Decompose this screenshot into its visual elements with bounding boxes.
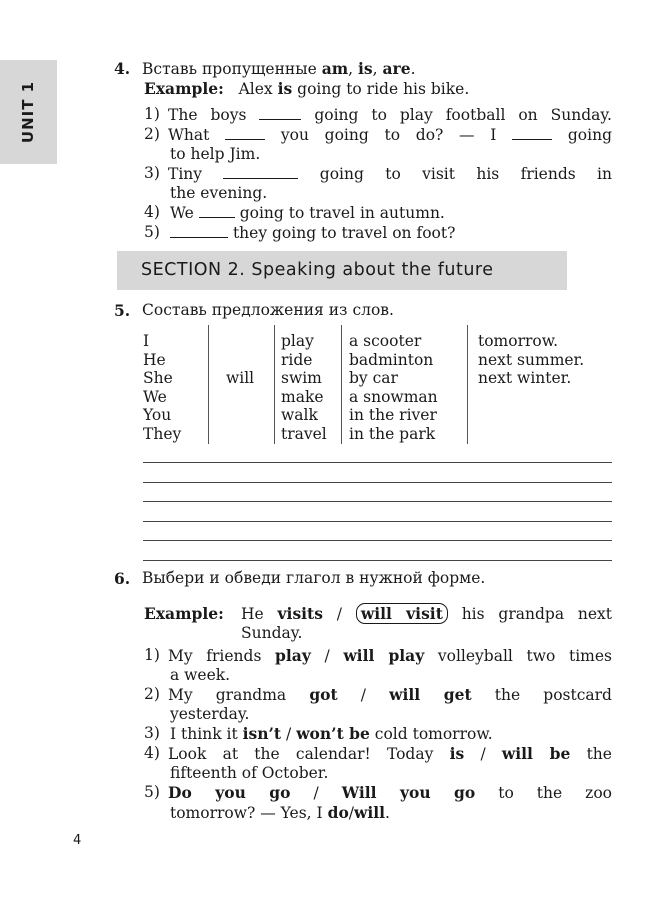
option-b[interactable]: won’t be (296, 724, 370, 743)
list-item: Tiny going to visit his friends in (168, 165, 612, 183)
option-b[interactable]: Will you go (341, 783, 476, 802)
option-b[interactable]: will be (501, 744, 571, 763)
list-item: The boys going to play football on Sunday. (168, 106, 612, 124)
item-label: 1) (144, 646, 160, 664)
unit-label: UNIT 1 (19, 80, 37, 144)
option-a[interactable]: Do you go (168, 783, 291, 802)
table-column-subjects: I He She We You They (143, 332, 182, 443)
option-a[interactable]: is (449, 744, 465, 763)
item-continuation: a week. (170, 666, 231, 684)
item-label: 1) (144, 105, 160, 123)
item-label: 2) (144, 125, 160, 143)
blank-gap[interactable] (170, 223, 228, 238)
item-label: 3) (144, 724, 160, 742)
section-title: SECTION 2. Speaking about the future (141, 260, 494, 280)
example-label: Example: (144, 604, 224, 623)
item-label: 5) (144, 223, 160, 241)
option-b[interactable]: will play (343, 646, 425, 665)
column-divider (341, 325, 342, 444)
blank-gap[interactable] (225, 125, 265, 140)
list-item: I think it isn’t / won’t be cold tomorrow. (170, 724, 493, 743)
item-continuation: yesterday. (170, 705, 250, 723)
item-label: 5) (144, 783, 160, 801)
option-a[interactable]: play (275, 646, 311, 665)
list-item: My friends play / will play volleyball two times (168, 646, 612, 665)
exercise-number: 5. (114, 301, 131, 320)
item-continuation: fifteenth of October. (170, 764, 329, 782)
blank-gap[interactable] (512, 125, 552, 140)
item-label: 3) (144, 164, 160, 182)
example-line: Example: Alex is going to ride his bike. (144, 79, 470, 98)
exercise-number: 6. (114, 569, 131, 588)
option-b[interactable]: will (354, 803, 386, 822)
option-a[interactable]: do (327, 803, 349, 822)
item-continuation: tomorrow? — Yes, I do/will. (170, 803, 390, 822)
blank-gap[interactable] (199, 203, 235, 218)
table-column-time: tomorrow. next summer. next winter. (478, 332, 585, 387)
exercise-instruction: Составь предложения из слов. (142, 301, 394, 319)
item-label: 2) (144, 685, 160, 703)
list-item: My grandma got / will get the postcard (168, 685, 612, 704)
writing-line[interactable] (143, 521, 612, 522)
writing-line[interactable] (143, 462, 612, 463)
item-label: 4) (144, 744, 160, 762)
item-continuation: the evening. (170, 184, 268, 202)
writing-line[interactable] (143, 482, 612, 483)
example-line: He visits / will visit his grandpa next (241, 604, 613, 623)
option-b[interactable]: will get (389, 685, 472, 704)
table-column-auxiliary: will (226, 369, 255, 387)
exercise-instruction: Вставь пропущенные am, is, are. (142, 59, 416, 78)
item-continuation: to help Jim. (170, 145, 261, 163)
column-divider (467, 325, 468, 444)
list-item: Look at the calendar! Today is / will be the (168, 744, 612, 763)
writing-line[interactable] (143, 501, 612, 502)
column-divider (274, 325, 275, 444)
blank-gap[interactable] (259, 105, 301, 120)
item-label: 4) (144, 203, 160, 221)
section-header (117, 251, 567, 290)
writing-line[interactable] (143, 560, 612, 561)
list-item: We going to travel in autumn. (170, 204, 445, 222)
list-item: they going to travel on foot? (170, 223, 455, 244)
circled-answer: will visit (356, 603, 448, 624)
exercise-instruction: Выбери и обведи глагол в нужной форме. (142, 569, 486, 587)
writing-line[interactable] (143, 540, 612, 541)
list-item: What you going to do? — I going (168, 126, 612, 144)
page-number: 4 (73, 833, 82, 848)
exercise-6 (114, 569, 614, 824)
table-column-objects: a scooter badminton by car a snowman in the river in the park (349, 332, 438, 443)
column-divider (208, 325, 209, 444)
blank-gap[interactable] (223, 164, 298, 179)
exercise-number: 4. (114, 59, 131, 78)
list-item: Do you go / Will you go to the zoo (168, 783, 612, 802)
option-a[interactable]: isn’t (242, 724, 282, 743)
item-continuation: Sunday. (241, 624, 303, 642)
table-column-verbs: play ride swim make walk travel (281, 332, 327, 443)
option-a[interactable]: got (309, 685, 338, 704)
exercise-4 (114, 59, 614, 244)
unit-side-tab (0, 60, 57, 164)
